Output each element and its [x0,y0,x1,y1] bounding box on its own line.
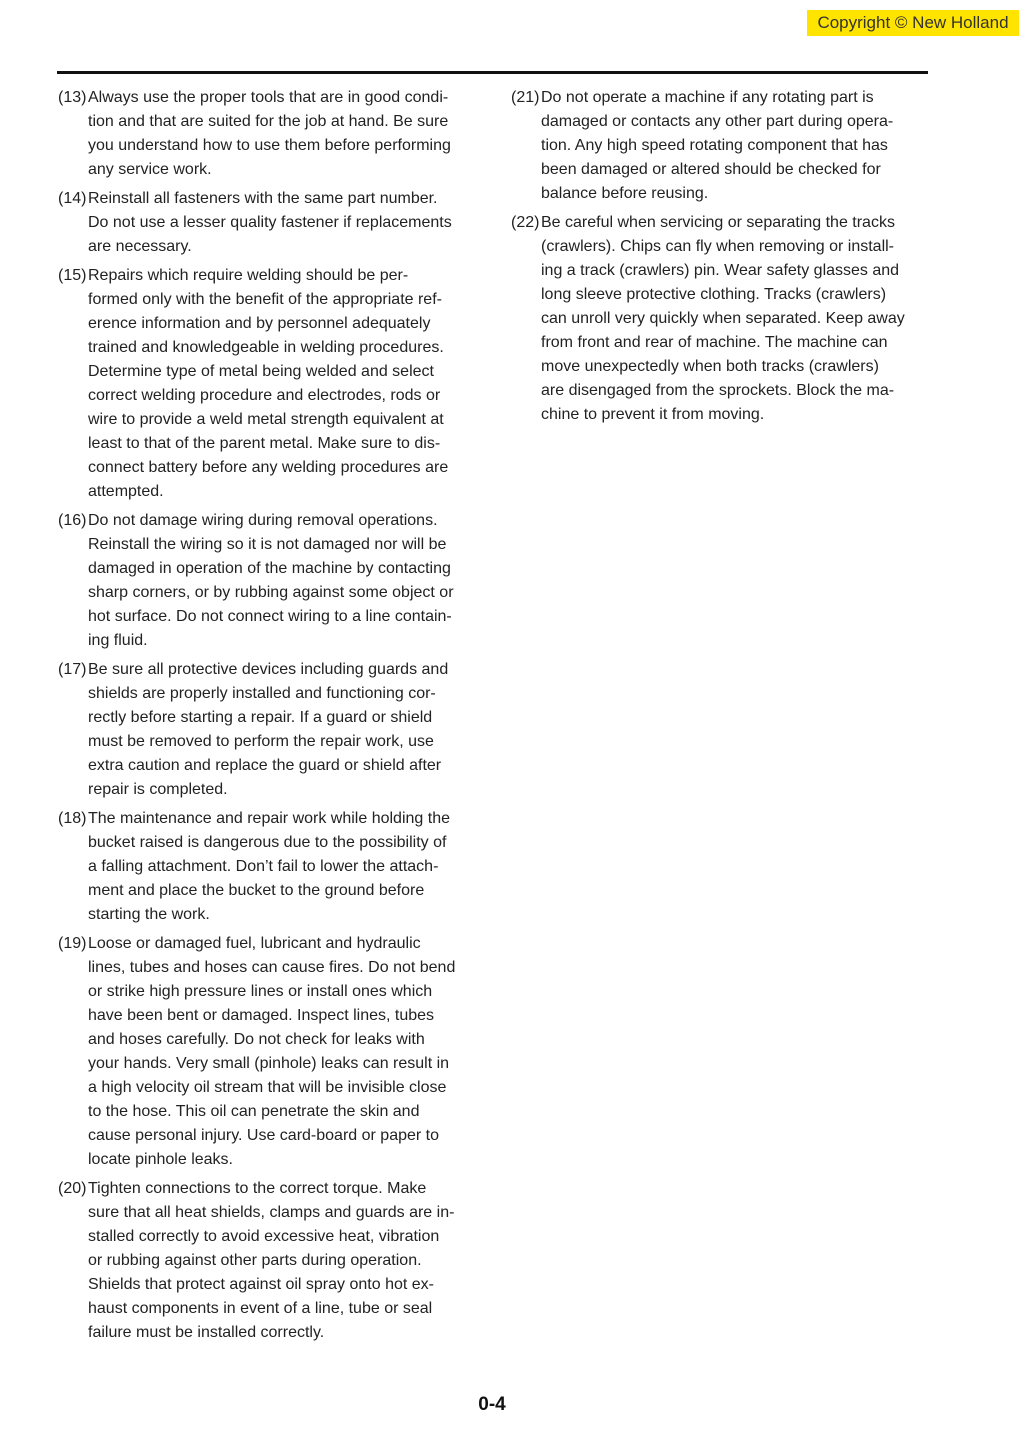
item-text-line: a falling attachment. Don’t fail to lower the attach- [88,858,439,875]
item-text-line: your hands. Very small (pinhole) leaks can result in [88,1055,450,1072]
item-text-line: locate pinhole leaks. [88,1151,233,1168]
item-text-line: ing a track (crawlers) pin. Wear safety glasses and [541,262,900,279]
item-text-line: Repairs which require welding should be per- [88,267,409,284]
item-text-line: Always use the proper tools that are in good condi- [88,89,449,106]
item-text-line: tion. Any high speed rotating component that has [541,137,888,154]
item-text-line: Loose or damaged fuel, lubricant and hydraulic [88,935,421,952]
item-text-line: wire to provide a weld metal strength equivalent at [88,411,444,428]
item-text-line: any service work. [88,161,212,178]
item-text-line: lines, tubes and hoses can cause fires. Do not bend [88,959,456,976]
item-text-line: Be sure all protective devices including guards and [88,661,449,678]
list-item [58,187,478,259]
item-text-line: to the hose. This oil can penetrate the skin and [88,1103,420,1120]
item-text-line: Determine type of metal being welded and select [88,363,434,380]
item-text-line: attempted. [88,483,164,500]
copyright-banner: Copyright © New Holland [807,10,1019,36]
item-number: (21) [511,89,540,106]
item-text-line: sharp corners, or by rubbing against some object or [88,584,454,601]
item-text-line: must be removed to perform the repair work, use [88,733,434,750]
item-text-line: correct welding procedure and electrodes, rods or [88,387,441,404]
item-text-line: erence information and by personnel adequately [88,315,431,332]
item-text-line: chine to prevent it from moving. [541,406,765,423]
item-text-line: Reinstall the wiring so it is not damaged nor will be [88,536,447,553]
item-text-line: and hoses carefully. Do not check for leaks with [88,1031,425,1048]
list-item [58,807,478,927]
page-number: 0-4 [478,1394,506,1415]
item-text-line: sure that all heat shields, clamps and guards are in- [88,1204,455,1221]
list-item [58,658,478,802]
item-number: (13) [58,89,87,106]
item-text-line: formed only with the benefit of the appropriate ref- [88,291,442,308]
item-text-line: a high velocity oil stream that will be invisible close [88,1079,447,1096]
item-text-line: been damaged or altered should be checked for [541,161,881,178]
item-text-line: (crawlers). Chips can fly when removing or install- [541,238,894,255]
item-text-line: have been bent or damaged. Inspect lines, tubes [88,1007,435,1024]
item-text-line: stalled correctly to avoid excessive heat, vibration [88,1228,440,1245]
item-text-line: Shields that protect against oil spray onto hot ex- [88,1276,434,1293]
item-number: (22) [511,214,540,231]
item-text-line: ing fluid. [88,632,148,649]
list-item [58,1177,478,1345]
item-number: (20) [58,1180,87,1197]
header-rule [57,71,928,74]
list-item [511,211,931,427]
item-text-line: repair is completed. [88,781,228,798]
item-text-line: balance before reusing. [541,185,709,202]
item-text-line: Reinstall all fasteners with the same part number. [88,190,438,207]
item-text-line: ment and place the bucket to the ground before [88,882,425,899]
item-text-line: Tighten connections to the correct torque. Make [88,1180,427,1197]
item-number: (15) [58,267,87,284]
item-text-line: long sleeve protective clothing. Tracks (crawlers) [541,286,887,303]
item-text-line: hot surface. Do not connect wiring to a line contain- [88,608,452,625]
item-text-line: you understand how to use them before performing [88,137,451,154]
item-text-line: or strike high pressure lines or install ones which [88,983,433,1000]
item-number: (16) [58,512,87,529]
item-text-line: tion and that are suited for the job at hand. Be sure [88,113,449,130]
item-number: (17) [58,661,87,678]
list-item [511,86,931,206]
right-column [511,86,931,432]
list-item [58,86,478,182]
item-text-line: Do not damage wiring during removal operations. [88,512,438,529]
left-column [58,86,478,1350]
item-number: (14) [58,190,87,207]
item-text-line: cause personal injury. Use card-board or paper to [88,1127,439,1144]
item-text-line: Do not operate a machine if any rotating part is [541,89,874,106]
item-text-line: are disengaged from the sprockets. Block the ma- [541,382,895,399]
item-text-line: Be careful when servicing or separating the tracks [541,214,895,231]
item-text-line: haust components in event of a line, tube or seal [88,1300,433,1317]
item-number: (18) [58,810,87,827]
item-text-line: extra caution and replace the guard or shield after [88,757,442,774]
item-number: (19) [58,935,87,952]
list-item [58,932,478,1172]
item-text-line: shields are properly installed and functioning cor- [88,685,436,702]
item-text-line: bucket raised is dangerous due to the possibility of [88,834,447,851]
item-text-line: starting the work. [88,906,210,923]
item-text-line: failure must be installed correctly. [88,1324,325,1341]
item-text-line: trained and knowledgeable in welding procedures. [88,339,444,356]
item-text-line: The maintenance and repair work while holding the [88,810,450,827]
list-item [58,509,478,653]
item-text-line: are necessary. [88,238,192,255]
item-text-line: connect battery before any welding procedures are [88,459,449,476]
item-text-line: damaged or contacts any other part during opera- [541,113,894,130]
item-text-line: move unexpectedly when both tracks (crawlers) [541,358,879,375]
item-text-line: from front and rear of machine. The machine can [541,334,888,351]
item-text-line: least to that of the parent metal. Make sure to dis- [88,435,441,452]
item-text-line: rectly before starting a repair. If a guard or shield [88,709,433,726]
item-text-line: Do not use a lesser quality fastener if replacements [88,214,452,231]
list-item [58,264,478,504]
item-text-line: can unroll very quickly when separated. Keep away [541,310,905,327]
item-text-line: damaged in operation of the machine by contacting [88,560,451,577]
item-text-line: or rubbing against other parts during operation. [88,1252,422,1269]
